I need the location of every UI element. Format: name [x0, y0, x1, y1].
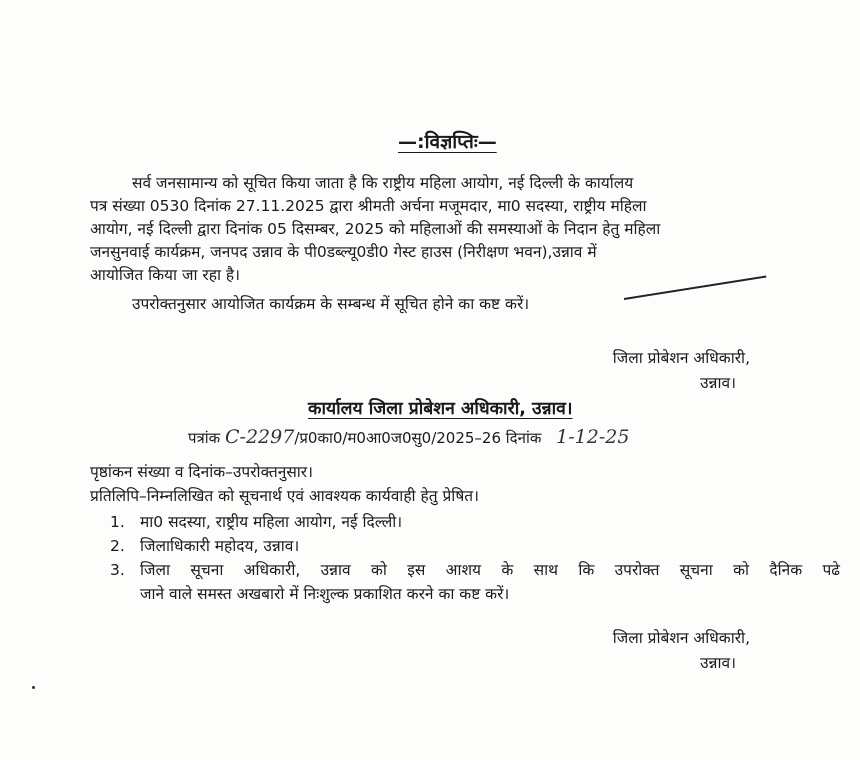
notice-title: —:विज्ञप्तिः— [398, 131, 497, 153]
list-item-number: 2. [110, 537, 125, 555]
list-item-text: जिला सूचना अधिकारी, उन्नाव को इस आशय के साथ कि उपरोक्त सूचना को दैनिक पढे [140, 561, 840, 579]
signature-designation: जिला प्रोबेशन अधिकारी, [612, 349, 750, 367]
ref-prefix: पत्रांक [188, 429, 221, 447]
reference-line [188, 426, 629, 448]
list-item-number: 3. [110, 561, 125, 579]
list-item [110, 510, 840, 534]
paragraph-line: आयोग, नई दिल्ली द्वारा दिनांक 05 दिसम्बर, 2025 को महिलाओं की समस्याओं के निदान हेतु महिला [90, 220, 661, 238]
signature-place: उन्नाव। [700, 654, 736, 672]
notice-paragraph-2: उपरोक्तनुसार आयोजित कार्यक्रम के सम्बन्ध में सूचित होने का कष्ट करें। [132, 295, 530, 313]
list-item [110, 558, 840, 582]
signature-place: उन्नाव। [700, 374, 736, 392]
paragraph-line: पत्र संख्या 0530 दिनांक 27.11.2025 द्वारा श्रीमती अर्चना मजूमदार, मा0 सदस्या, राष्ट्रीय महिला [90, 197, 647, 215]
ref-date-handwritten: 1-12-25 [556, 426, 630, 448]
endorsement-line-1: पृष्ठांकन संख्या व दिनांक–उपरोक्तनुसार। [90, 463, 314, 481]
endorsement-line-2: प्रतिलिपि–निम्नलिखित को सूचनार्थ एवं आवश्यक कार्यवाही हेतु प्रेषित। [90, 487, 479, 505]
list-item-text: जिलाधिकारी महोदय, उन्नाव। [140, 537, 300, 555]
list-item [110, 534, 840, 558]
ref-body: /प्र0का0/म0आ0ज0सु0/2025–26 दिनांक [294, 429, 542, 447]
notice-paragraph [90, 172, 820, 287]
office-heading: कार्यालय जिला प्रोबेशन अधिकारी, उन्नाव। [308, 399, 573, 419]
list-item-continuation [110, 582, 840, 606]
paragraph-line: सर्व जनसामान्य को सूचित किया जाता है कि राष्ट्रीय महिला आयोग, नई दिल्ली के कार्यालय [132, 174, 634, 192]
list-item-number: 1. [110, 513, 125, 531]
signature-designation: जिला प्रोबेशन अधिकारी, [612, 629, 750, 647]
list-item-text: मा0 सदस्या, राष्ट्रीय महिला आयोग, नई दिल्ली। [140, 513, 403, 531]
paragraph-line: आयोजित किया जा रहा है। [90, 266, 241, 284]
paragraph-line: जनसुनवाई कार्यक्रम, जनपद उन्नाव के पी0डब्ल्यू0डी0 गेस्ट हाउस (निरीक्षण भवन),उन्नाव में [90, 243, 597, 261]
endorsement-header [90, 460, 479, 508]
ref-number-handwritten: C-2297 [225, 426, 295, 448]
signature-block-1 [560, 346, 750, 396]
list-item-text-continued: जाने वाले समस्त अखबारो में निःशुल्क प्रकाशित करने का कष्ट करें। [140, 585, 510, 603]
signature-block-2 [560, 626, 750, 676]
scan-speck [32, 686, 35, 689]
copy-list [110, 510, 840, 606]
